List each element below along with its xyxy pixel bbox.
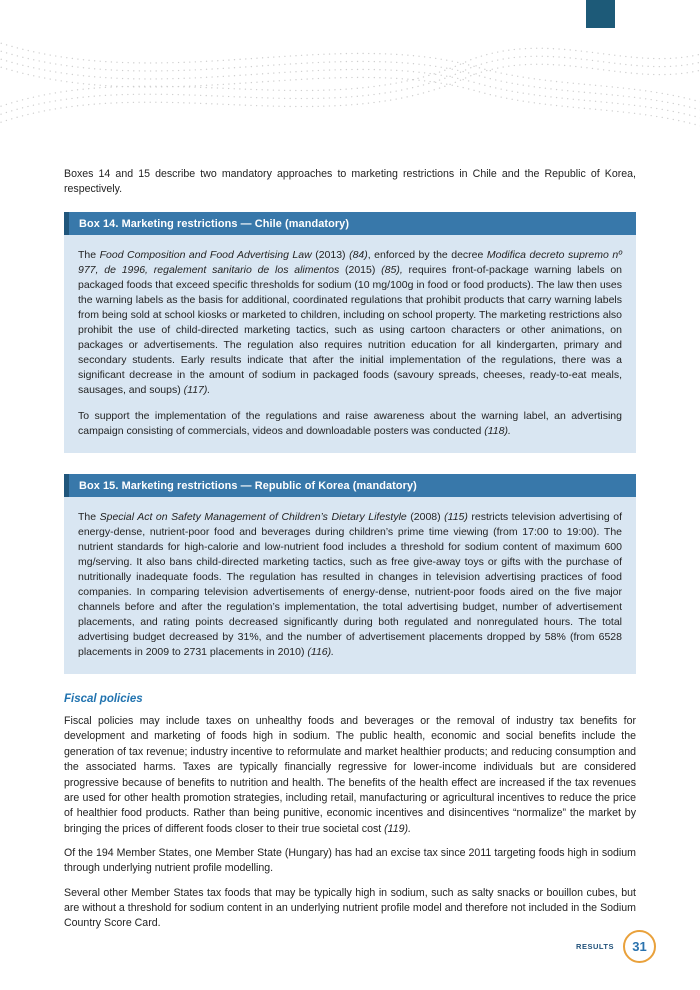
corner-accent-square: [586, 0, 615, 28]
box-14: [64, 212, 636, 453]
decorative-dot-wave: [0, 22, 700, 152]
intro-paragraph: Boxes 14 and 15 describe two mandatory approaches to marketing restrictions in Chile and the Republic of Korea, respectively.: [64, 168, 636, 196]
box-15-title: Box 15. Marketing restrictions — Republic of Korea (mandatory): [79, 480, 417, 493]
box-15-body: [64, 497, 636, 674]
box-14-paragraph-1: The Food Composition and Food Advertising Law (2013) (84), enforced by the decree Modifica decreto supremo nº 977, de 1996, regalement sanitario de los alimentos (2015) (85), requires front-of-package warning labels on packaged foods that exceed specific thresholds for sodium (10 mg/100g in food or food products). The law then uses the warning labels as the basis for additional, coordinated regulations that prohibit products that carry warning labels from being sold at school kiosks or marketed to children, including on school property. The marketing restrictions also prohibit the use of child-directed marketing tactics, such as using cartoon characters or other animations, on packages or advertisements. The regulation also requires nutrition education for all kindergarten, primary and secondary students. Early results indicate that after the initial implementation of the regulations, there was a significant decrease in the amount of sodium in packaged foods (savoury spreads, cheeses, ready-to-eat meals, sausages, and soups) (117).: [78, 249, 623, 397]
page-number-badge: [623, 930, 656, 963]
box-15-paragraph-1: The Special Act on Safety Management of Children’s Dietary Lifestyle (2008) (115) restricts television advertising of energy-dense, nutrient-poor food and beverages during children’s prime time viewing (from 17:00 to 19:00). The nutrient standards for high-calorie and low-nutrient food includes a threshold for sodium content of maximum 600 mg/serving. It also bans child-directed marketing tactics, such as free give-away toys or gifts with the purchase of nutritionally inadequate foods. The regulation has resulted in changes in television advertising practices of food companies. In comparing television advertisements of energy-dense, nutrient-poor foods aired on the five major channels before and after the regulation’s implementation, the total advertising budget, number of advertisement placements, and rating points decreased significantly during both regulated and nonregulated hours. The total advertising budget decreased by 31%, and the number of advertisement placements dropped by 58% (from 6528 placements in 2009 to 2731 placements in 2010) (116).: [78, 511, 623, 659]
box-15: [64, 474, 636, 674]
box-14-paragraph-2: To support the implementation of the regulations and raise awareness about the warning label, an advertising campaign consisting of commercials, videos and downloadable posters was conducted (118).: [78, 410, 622, 438]
footer-section-label: RESULTS: [576, 942, 614, 951]
box-14-body: [64, 235, 636, 453]
fiscal-paragraph-2: Of the 194 Member States, one Member State (Hungary) has had an excise tax since 2011 targeting foods high in sodium through underlying nutrient profile modelling.: [64, 846, 636, 875]
page-content: [64, 167, 636, 932]
fiscal-paragraph-3: Several other Member States tax foods that may be typically high in sodium, such as salty snacks or bouillon cubes, but are without a threshold for sodium content in an underlying nutrient profile model and therefore not included in the Sodium Country Score Card.: [64, 886, 636, 930]
page-footer: [576, 930, 656, 963]
fiscal-paragraph-1: Fiscal policies may include taxes on unhealthy foods and beverages or the removal of industry tax benefits for development and marketing of foods high in sodium. The public health, economic and social benefits include the generation of tax revenue; industry incentive to reformulate and market healthier products; and reducing consumption and the associated harms. Taxes are typically financially regressive for lower-income individuals but are considered progressive because of benefits to nutrition and health. The benefits of the health effect are increased if the tax revenues are used for other health promotion strategies, including retail, manufacturing or agricultural incentives to reduce the price of healthier food products. Rather than being punitive, economic incentives and disincentives “normalize” the market by bringing the prices of different foods closer to their true societal cost (119).: [64, 715, 636, 835]
section-heading-fiscal-policies: Fiscal policies: [64, 693, 143, 706]
box-14-header: [64, 212, 636, 235]
page-number: 31: [632, 939, 647, 954]
box-15-header: [64, 474, 636, 497]
box-14-title: Box 14. Marketing restrictions — Chile (mandatory): [79, 218, 350, 231]
